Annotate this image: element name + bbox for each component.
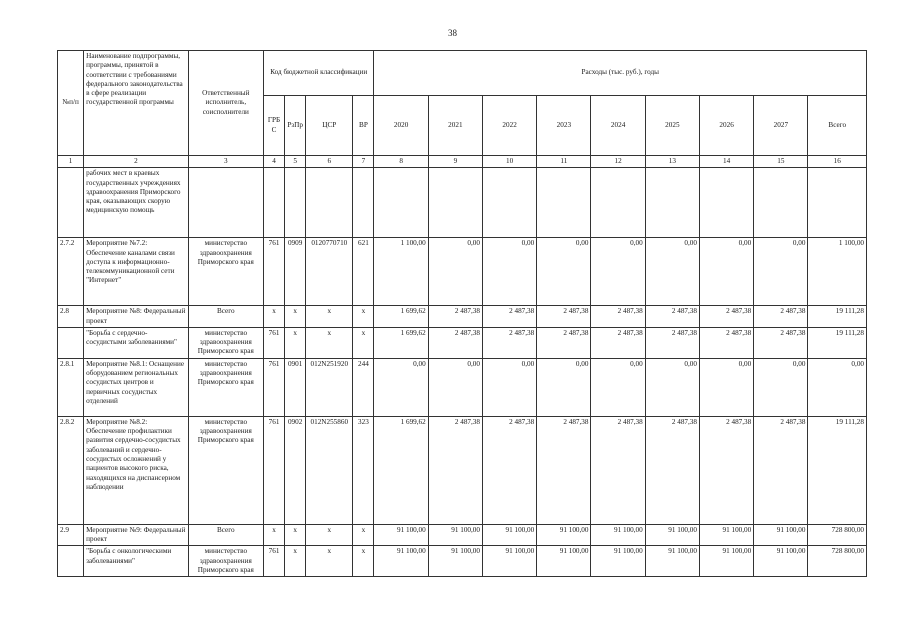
row-year-value: 0,00: [537, 238, 591, 306]
header-year: 2020: [374, 96, 428, 156]
column-number: 6: [306, 156, 353, 168]
row-name: "Борьба с сердечно-сосудистыми заболеваниями": [84, 327, 189, 358]
row-year-value: 0,00: [645, 358, 699, 416]
header-year: 2024: [591, 96, 645, 156]
row-year-value: 0,00: [428, 358, 482, 416]
row-executor: министерство здравоохранения Приморского края: [188, 416, 263, 524]
row-vr: х: [353, 546, 374, 577]
row-grbs: х: [263, 306, 284, 328]
row-rzpr: х: [285, 306, 306, 328]
row-total-value: 19 111,28: [808, 327, 867, 358]
row-year-value: 2 487,38: [428, 327, 482, 358]
row-rzpr: 0909: [285, 238, 306, 306]
row-executor: министерство здравоохранения Приморского края: [188, 238, 263, 306]
row-total-value: 19 111,28: [808, 416, 867, 524]
column-number: 9: [428, 156, 482, 168]
row-rzpr: [285, 168, 306, 238]
row-year-value: 91 100,00: [754, 546, 808, 577]
row-grbs: 761: [263, 546, 284, 577]
row-total-value: [808, 168, 867, 238]
column-number: 14: [699, 156, 753, 168]
row-year-value: 2 487,38: [645, 327, 699, 358]
column-number: 12: [591, 156, 645, 168]
row-year-value: 2 487,38: [645, 416, 699, 524]
header-grbs: ГРБС: [263, 96, 284, 156]
page-number: 38: [448, 28, 457, 38]
column-number: 7: [353, 156, 374, 168]
row-vr: 621: [353, 238, 374, 306]
row-csr: 0120770710: [306, 238, 353, 306]
row-grbs: 761: [263, 416, 284, 524]
row-year-value: 1 699,62: [374, 306, 428, 328]
table-row: [58, 416, 867, 524]
row-name: Мероприятие №7.2: Обеспечение каналами связи доступа к информационно-телекоммуникационной сети "Интернет": [84, 238, 189, 306]
header-year: 2026: [699, 96, 753, 156]
column-number-row: [58, 156, 867, 168]
column-number: 4: [263, 156, 284, 168]
row-year-value: 2 487,38: [699, 416, 753, 524]
budget-table: [57, 50, 867, 577]
row-year-value: 0,00: [591, 238, 645, 306]
row-num: [58, 546, 84, 577]
row-csr: [306, 168, 353, 238]
row-year-value: 0,00: [699, 358, 753, 416]
row-num: 2.8: [58, 306, 84, 328]
row-year-value: 2 487,38: [645, 306, 699, 328]
header-budget-code: Код бюджетной классификации: [263, 51, 374, 96]
row-year-value: [699, 168, 753, 238]
row-num: [58, 168, 84, 238]
row-executor: министерство здравоохранения Приморского края: [188, 358, 263, 416]
row-year-value: 91 100,00: [591, 546, 645, 577]
header-rzpr: РзПр: [285, 96, 306, 156]
column-number: 16: [808, 156, 867, 168]
row-year-value: 91 100,00: [428, 524, 482, 546]
row-year-value: 2 487,38: [537, 327, 591, 358]
row-year-value: 91 100,00: [537, 546, 591, 577]
row-year-value: 0,00: [537, 358, 591, 416]
row-csr: х: [306, 524, 353, 546]
row-year-value: 1 699,62: [374, 416, 428, 524]
column-number: 2: [84, 156, 189, 168]
row-total-value: 728 800,00: [808, 524, 867, 546]
row-name: "Борьба с онкологическими заболеваниями": [84, 546, 189, 577]
row-year-value: 0,00: [482, 238, 536, 306]
row-year-value: 2 487,38: [699, 327, 753, 358]
row-year-value: 2 487,38: [537, 306, 591, 328]
row-year-value: 0,00: [699, 238, 753, 306]
header-expenses: Расходы (тыс. руб.), годы: [374, 51, 867, 96]
column-number: 13: [645, 156, 699, 168]
row-vr: х: [353, 524, 374, 546]
row-csr: х: [306, 306, 353, 328]
row-year-value: 2 487,38: [482, 416, 536, 524]
row-name: рабочих мест в краевых государственных учреждениях здравоохранения Приморского края, оказывающих скорую медицинскую помощь: [84, 168, 189, 238]
table-row: [58, 168, 867, 238]
header-csr: ЦСР: [306, 96, 353, 156]
row-rzpr: х: [285, 546, 306, 577]
row-year-value: 91 100,00: [482, 524, 536, 546]
row-year-value: 2 487,38: [428, 306, 482, 328]
header-num: №п/п: [58, 51, 84, 156]
column-number: 3: [188, 156, 263, 168]
table-row: [58, 306, 867, 328]
row-year-value: 1 699,62: [374, 327, 428, 358]
row-total-value: 728 800,00: [808, 546, 867, 577]
row-year-value: 91 100,00: [374, 546, 428, 577]
row-csr: 012N251920: [306, 358, 353, 416]
row-grbs: 761: [263, 327, 284, 358]
row-year-value: 0,00: [428, 238, 482, 306]
header-vr: ВР: [353, 96, 374, 156]
row-csr: х: [306, 546, 353, 577]
header-year: 2025: [645, 96, 699, 156]
table-row: [58, 327, 867, 358]
row-num: 2.7.2: [58, 238, 84, 306]
row-csr: 012N255860: [306, 416, 353, 524]
row-vr: х: [353, 327, 374, 358]
row-year-value: [591, 168, 645, 238]
row-executor: министерство здравоохранения Приморского края: [188, 327, 263, 358]
row-year-value: [537, 168, 591, 238]
header-executor: Ответственный исполнитель, соисполнители: [188, 51, 263, 156]
row-vr: х: [353, 306, 374, 328]
row-year-value: 91 100,00: [482, 546, 536, 577]
header-year: 2021: [428, 96, 482, 156]
row-year-value: 91 100,00: [754, 524, 808, 546]
header-year: 2027: [754, 96, 808, 156]
row-year-value: 91 100,00: [699, 546, 753, 577]
row-year-value: 2 487,38: [482, 327, 536, 358]
row-year-value: 91 100,00: [428, 546, 482, 577]
row-executor: Всего: [188, 306, 263, 328]
row-rzpr: х: [285, 524, 306, 546]
column-number: 11: [537, 156, 591, 168]
row-year-value: [645, 168, 699, 238]
row-num: [58, 327, 84, 358]
row-grbs: 761: [263, 358, 284, 416]
row-total-value: 19 111,28: [808, 306, 867, 328]
row-year-value: [374, 168, 428, 238]
row-year-value: 2 487,38: [591, 306, 645, 328]
row-year-value: 91 100,00: [699, 524, 753, 546]
header-year: 2023: [537, 96, 591, 156]
row-name: Мероприятие №8.1: Оснащение оборудованием региональных сосудистых центров и первичных сосудистых отделений: [84, 358, 189, 416]
row-year-value: 2 487,38: [591, 416, 645, 524]
row-year-value: 0,00: [754, 238, 808, 306]
column-number: 5: [285, 156, 306, 168]
row-year-value: 2 487,38: [482, 306, 536, 328]
column-number: 1: [58, 156, 84, 168]
row-total-value: 1 100,00: [808, 238, 867, 306]
row-year-value: 2 487,38: [699, 306, 753, 328]
row-year-value: 91 100,00: [537, 524, 591, 546]
row-name: Мероприятие №9: Федеральный проект: [84, 524, 189, 546]
table-row: [58, 546, 867, 577]
row-year-value: 2 487,38: [754, 416, 808, 524]
row-year-value: 91 100,00: [591, 524, 645, 546]
row-grbs: 761: [263, 238, 284, 306]
header-name: Наименование подпрограммы, программы, принятой в соответствии с требованиями федерального законодательства в сфере реализации государственной программы: [84, 51, 189, 156]
row-vr: [353, 168, 374, 238]
row-year-value: 2 487,38: [537, 416, 591, 524]
header-total: Всего: [808, 96, 867, 156]
row-year-value: 91 100,00: [645, 524, 699, 546]
header-year: 2022: [482, 96, 536, 156]
row-total-value: 0,00: [808, 358, 867, 416]
row-num: 2.8.1: [58, 358, 84, 416]
row-csr: х: [306, 327, 353, 358]
row-year-value: 0,00: [645, 238, 699, 306]
row-num: 2.8.2: [58, 416, 84, 524]
row-year-value: 91 100,00: [374, 524, 428, 546]
row-rzpr: 0901: [285, 358, 306, 416]
row-year-value: 0,00: [374, 358, 428, 416]
row-rzpr: 0902: [285, 416, 306, 524]
row-year-value: 0,00: [591, 358, 645, 416]
row-grbs: х: [263, 524, 284, 546]
column-number: 8: [374, 156, 428, 168]
row-executor: [188, 168, 263, 238]
row-year-value: [482, 168, 536, 238]
row-year-value: 1 100,00: [374, 238, 428, 306]
row-rzpr: х: [285, 327, 306, 358]
row-grbs: [263, 168, 284, 238]
row-num: 2.9: [58, 524, 84, 546]
row-vr: 323: [353, 416, 374, 524]
table-row: [58, 358, 867, 416]
row-year-value: 2 487,38: [428, 416, 482, 524]
table-row: [58, 238, 867, 306]
table-row: [58, 524, 867, 546]
row-vr: 244: [353, 358, 374, 416]
row-year-value: 2 487,38: [754, 306, 808, 328]
row-year-value: 2 487,38: [754, 327, 808, 358]
row-executor: Всего: [188, 524, 263, 546]
row-year-value: 91 100,00: [645, 546, 699, 577]
row-year-value: 2 487,38: [591, 327, 645, 358]
row-name: Мероприятие №8: Федеральный проект: [84, 306, 189, 328]
column-number: 10: [482, 156, 536, 168]
column-number: 15: [754, 156, 808, 168]
row-year-value: [754, 168, 808, 238]
row-year-value: 0,00: [754, 358, 808, 416]
row-year-value: 0,00: [482, 358, 536, 416]
row-executor: министерство здравоохранения Приморского края: [188, 546, 263, 577]
row-name: Мероприятие №8.2: Обеспечение профилактики развития сердечно-сосудистых заболеваний и сердечно-сосудистых осложнений у пациентов высокого риска, находящихся на диспансерном наблюдении: [84, 416, 189, 524]
row-year-value: [428, 168, 482, 238]
